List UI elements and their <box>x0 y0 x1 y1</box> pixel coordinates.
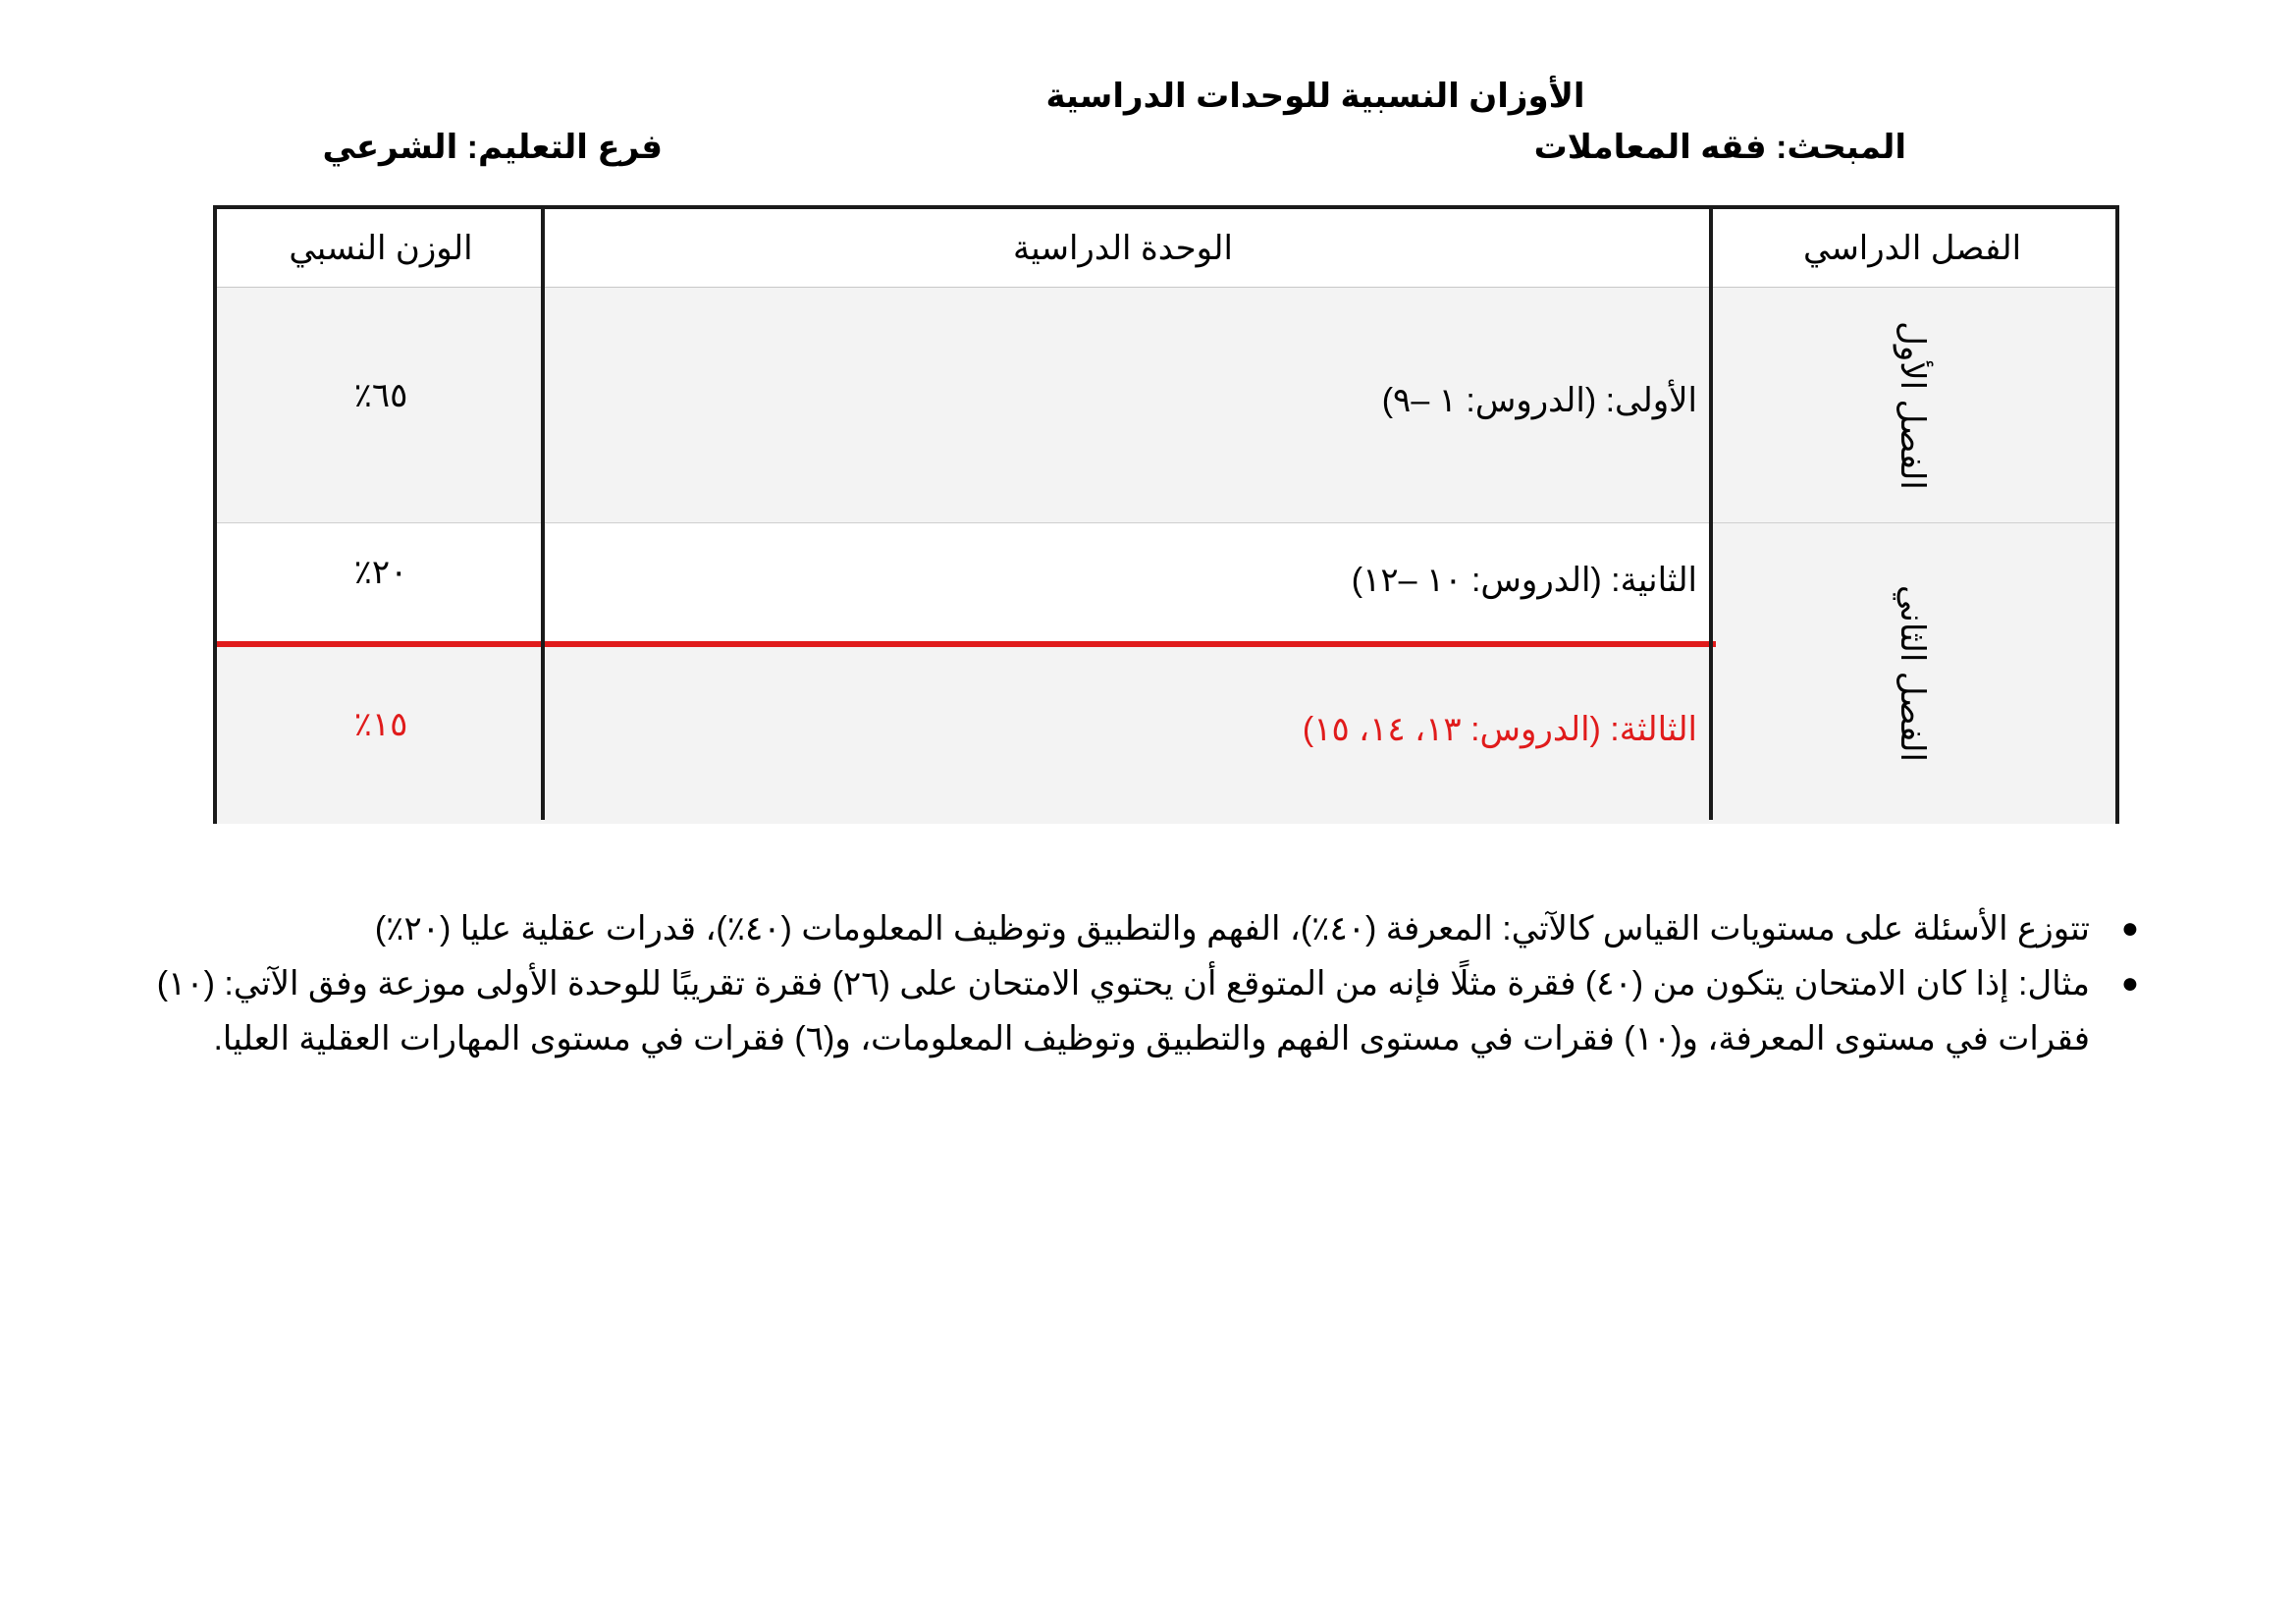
note-text: تتوزع الأسئلة على مستويات القياس كالآتي: المعرفة (٤٠٪)، الفهم والتطبيق وتوظيف المعلومات (٤٠٪)، قدرات عقلية عليا (٢٠٪) <box>374 910 2090 947</box>
bullet-icon: ● <box>2120 912 2139 945</box>
list-item <box>136 956 2139 1066</box>
document-title: الأوزان النسبية للوحدات الدراسية <box>1045 78 1585 115</box>
semester-cell-second <box>1709 523 2115 824</box>
weight-first: ٦٥٪ <box>353 377 408 414</box>
weights-table <box>213 205 2119 824</box>
unit-third: الثالثة: (الدروس: ١٣، ١٤، ١٥) <box>1302 711 1697 748</box>
weight-second: ٢٠٪ <box>353 554 408 591</box>
header-unit: الوحدة الدراسية <box>537 209 1709 288</box>
subject-label: المبحث: فقه المعاملات <box>1533 129 1906 166</box>
unit-first: الأولى: (الدروس: ١ –٩) <box>1381 382 1697 419</box>
branch-label: فرع التعليم: الشرعي <box>322 129 663 166</box>
semester-cell-first <box>1709 288 2115 523</box>
unit-second: الثانية: (الدروس: ١٠ –١٢) <box>1351 562 1697 599</box>
list-item <box>136 901 2139 956</box>
bullet-icon: ● <box>2120 967 2139 1000</box>
semester-second-label: الفصل الثاني <box>1893 585 1931 762</box>
weight-third: ١٥٪ <box>353 706 408 743</box>
notes-list <box>136 901 2139 1066</box>
column-divider <box>1709 209 1713 820</box>
semester-first-label: الفصل الأول <box>1894 320 1931 490</box>
header-semester: الفصل الدراسي <box>1709 209 2115 288</box>
highlight-separator <box>217 641 1716 647</box>
note-text: مثال: إذا كان الامتحان يتكون من (٤٠) فقرة مثلًا فإنه من المتوقع أن يحتوي الامتحان على (٢٦) فقرة تقريبًا للوحدة الأولى موزعة وفق الآتي: (١٠) فقرات في مستوى المعرفة، و(١٠) فقرات في مستوى الفهم والتطبيق وتوظيف المعلومات، و(٦) فقرات في مستوى المهارات العقلية العليا. <box>156 965 2090 1057</box>
header-weight: الوزن النسبي <box>217 209 545 288</box>
column-divider <box>541 209 545 820</box>
